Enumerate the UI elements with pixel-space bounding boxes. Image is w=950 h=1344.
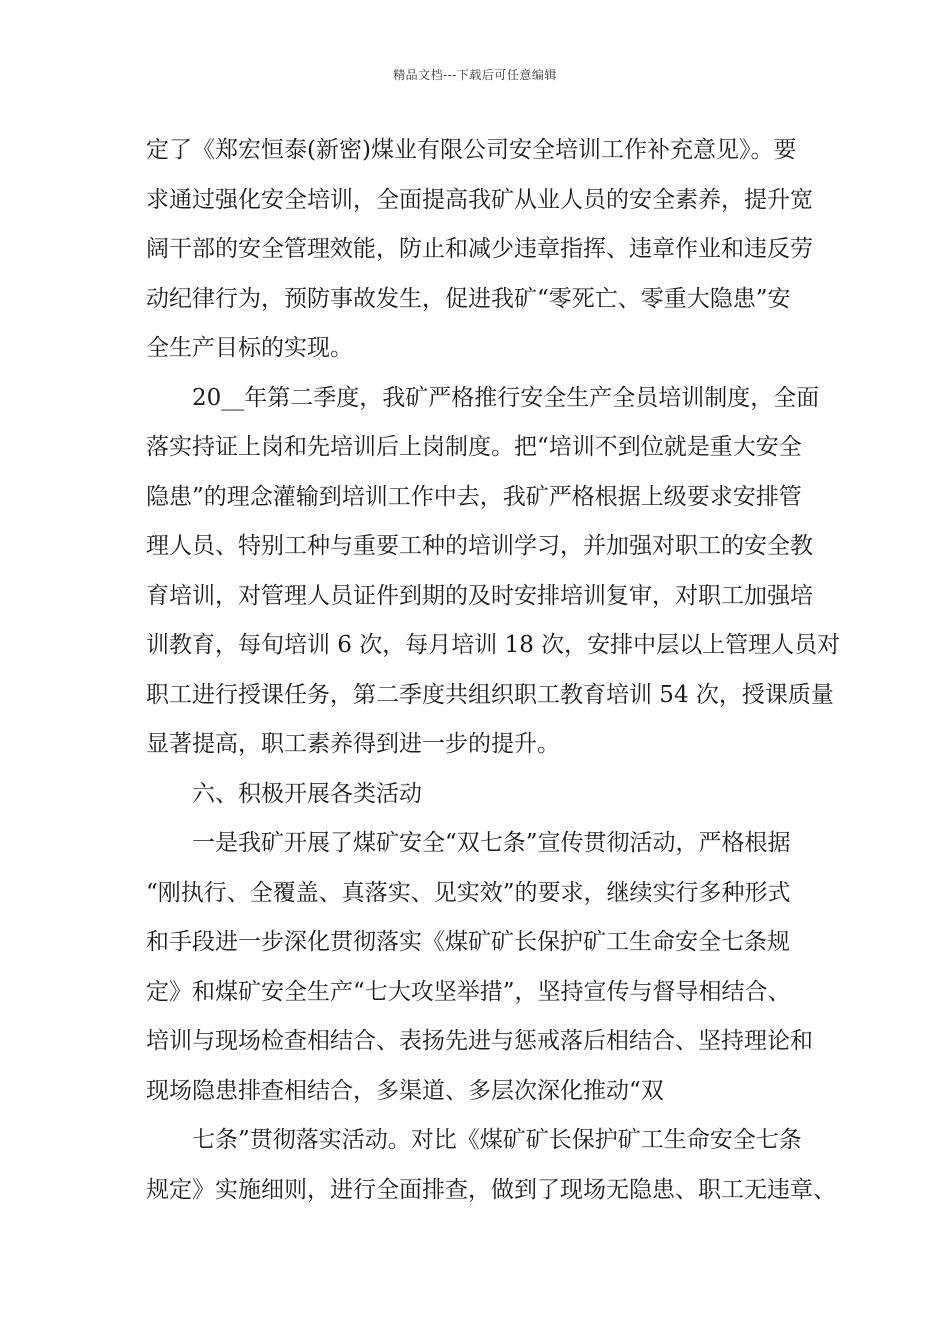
text-line: 显著提高，职工素养得到进一步的提升。 bbox=[146, 731, 560, 757]
text-line: 训教育，每旬培训 6 次，每月培训 18 次，安排中层以上管理人员对 bbox=[146, 632, 841, 658]
page-header: 精品文档---下载后可任意编辑 bbox=[393, 68, 557, 82]
paragraph-start-line: 20__年第二季度，我矿严格推行安全生产全员培训制度，全面 bbox=[192, 384, 820, 411]
text-line: 培训与现场检查相结合、表扬先进与惩戒落后相结合、坚持理论和 bbox=[146, 1028, 813, 1054]
text-line: 规定》实施细则，进行全面排查，做到了现场无隐患、职工无违章、 bbox=[146, 1176, 836, 1203]
text-line: 动纪律行为，预防事故发生，促进我矿“零死亡、零重大隐患”安 bbox=[146, 285, 791, 312]
text-line: “刚执行、全覆盖、真落实、见实效”的要求，继续实行多种形式 bbox=[146, 879, 791, 906]
text-line: 定了《郑宏恒泰(新密)煤业有限公司安全培训工作补充意见》。要 bbox=[146, 137, 797, 163]
text-line: 阔干部的安全管理效能，防止和减少违章指挥、违章作业和违反劳 bbox=[146, 236, 813, 262]
document-body bbox=[146, 126, 841, 1215]
text-line: 求通过强化安全培训，全面提高我矿从业人员的安全素养，提升宽 bbox=[146, 186, 813, 213]
text-line: 职工进行授课任务，第二季度共组织职工教育培训 54 次，授课质量 bbox=[146, 681, 834, 708]
section-heading: 六、积极开展各类活动 bbox=[192, 780, 422, 807]
text-line: 理人员、特别工种与重要工种的培训学习，并加强对职工的安全教 bbox=[146, 533, 813, 559]
text-line: 全生产目标的实现。 bbox=[146, 335, 353, 361]
text-line: 现场隐患排查相结合，多渠道、多层次深化推动“双 bbox=[146, 1077, 664, 1104]
text-line: 隐患”的理念灌输到培训工作中去，我矿严格根据上级要求安排管 bbox=[146, 483, 802, 510]
text-line: 定》和煤矿安全生产“七大攻坚举措”，坚持宣传与督导相结合、 bbox=[146, 978, 791, 1005]
text-line: 落实持证上岗和先培训后上岗制度。把“培训不到位就是重大安全 bbox=[146, 434, 802, 460]
paragraph-start-line: 七条”贯彻落实活动。对比《煤矿矿长保护矿工生命安全七条 bbox=[192, 1127, 802, 1153]
text-line: 和手段进一步深化贯彻落实《煤矿矿长保护矿工生命安全七条规 bbox=[146, 929, 790, 955]
paragraph-start-line: 一是我矿开展了煤矿安全“双七条”宣传贯彻活动，严格根据 bbox=[192, 830, 791, 856]
text-line: 育培训，对管理人员证件到期的及时安排培训复审，对职工加强培 bbox=[146, 582, 813, 609]
